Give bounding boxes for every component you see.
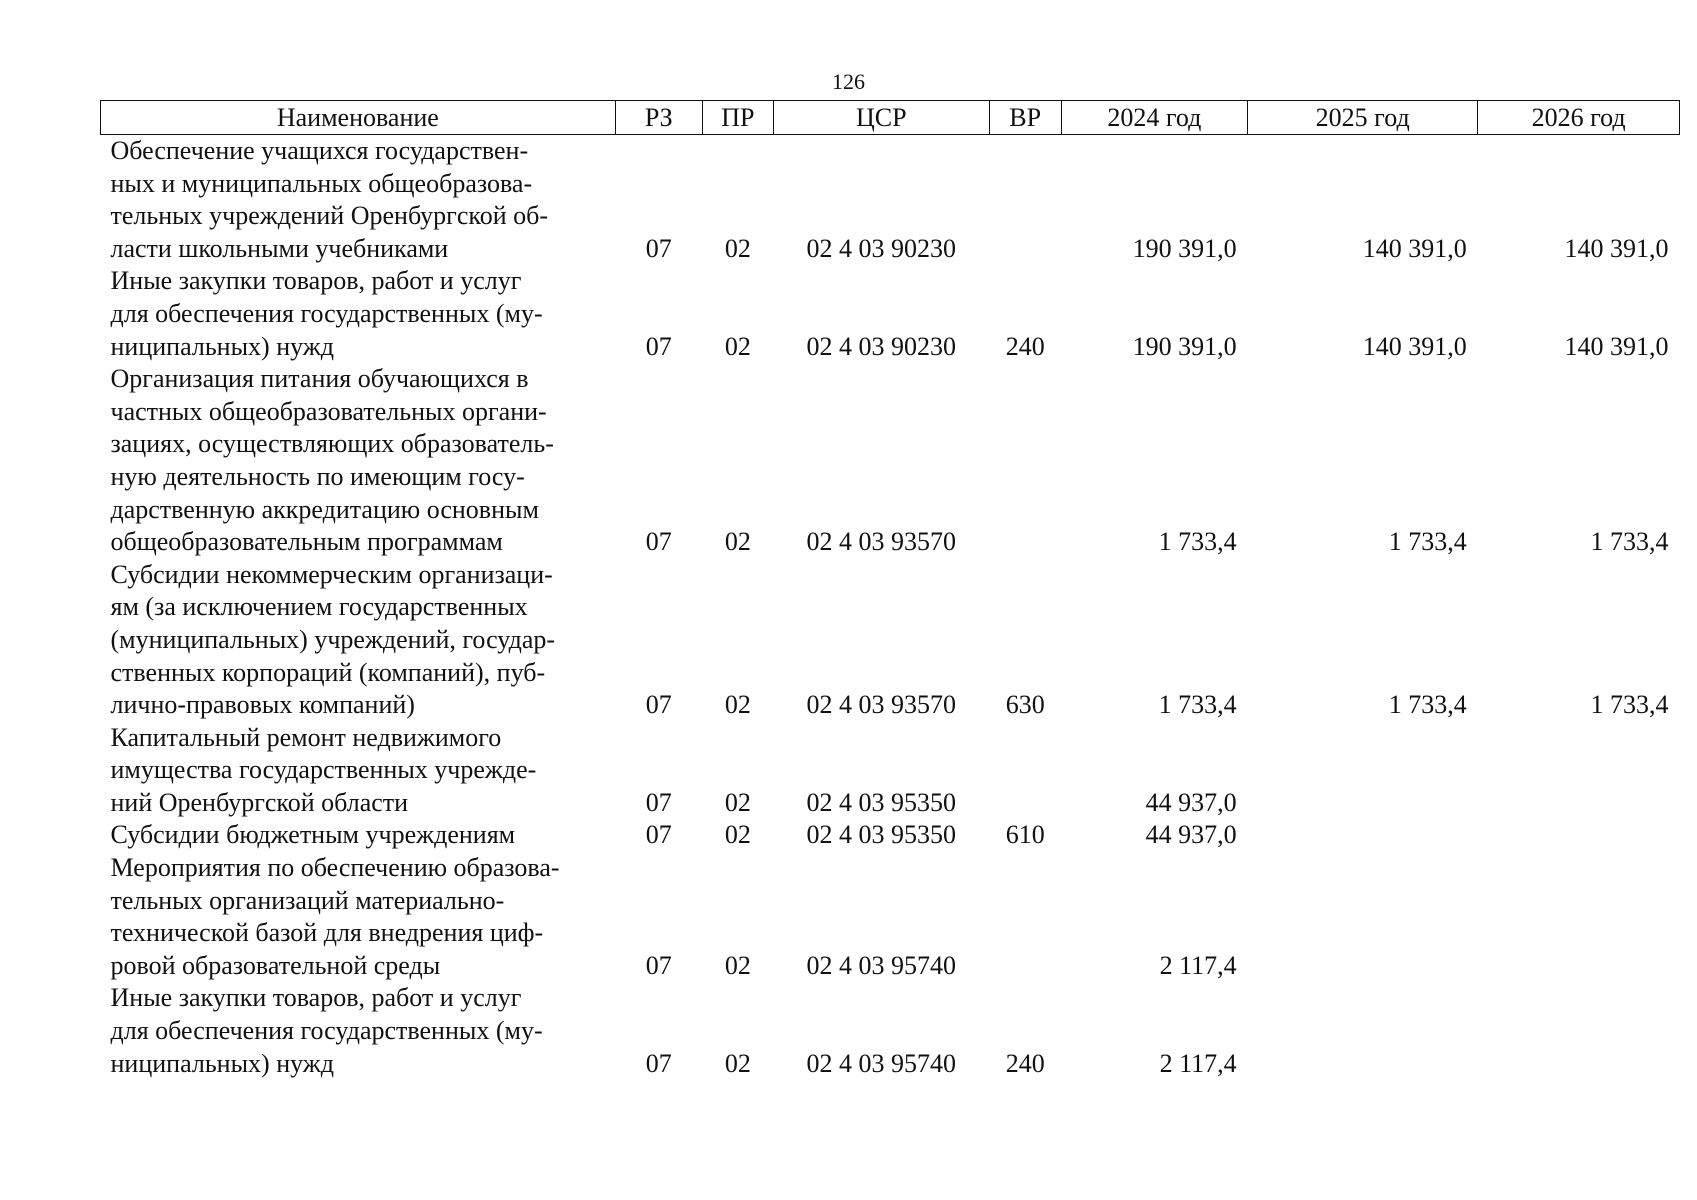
cell-csr: 02 4 03 93570 <box>806 527 956 557</box>
cell-pr: 02 <box>724 527 751 557</box>
row-name-line: Мероприятия по обеспечению образова- <box>110 853 560 883</box>
cell-rz: 07 <box>645 233 672 263</box>
row-name-line: технической базой для внедрения циф- <box>110 918 544 948</box>
cell-2024: 190 391,0 <box>1132 331 1237 361</box>
cell-2024: 1 733,4 <box>1158 690 1237 720</box>
cell-rz: 07 <box>645 820 672 850</box>
header-csr: ЦСР <box>773 101 989 135</box>
cell-vr <box>989 722 1061 820</box>
cell-2025: 1 733,4 <box>1388 527 1467 557</box>
cell-2025 <box>1248 982 1478 1080</box>
row-name-line: частных общеобразовательных органи- <box>110 396 547 426</box>
cell-2025: 140 391,0 <box>1362 331 1467 361</box>
cell-2025: 140 391,0 <box>1362 233 1467 263</box>
cell-2024: 2 117,4 <box>1159 1048 1237 1078</box>
cell-2025 <box>1248 722 1478 820</box>
row-name-line: общеобразовательным программам <box>110 527 503 557</box>
row-name-line: ласти школьными учебниками <box>110 233 449 263</box>
cell-rz: 07 <box>645 1048 672 1078</box>
header-vr: ВР <box>989 101 1061 135</box>
row-name-line: для обеспечения государственных (му- <box>110 1016 543 1046</box>
cell-rz: 07 <box>645 690 672 720</box>
row-name-line: для обеспечения государственных (му- <box>110 298 543 328</box>
row-name-line: ний Оренбургской области <box>110 787 409 817</box>
table-row <box>101 135 1680 266</box>
budget-table <box>100 100 1680 1080</box>
cell-csr: 02 4 03 95350 <box>806 787 956 817</box>
header-2024: 2024 год <box>1061 101 1247 135</box>
row-name <box>101 135 616 266</box>
row-name-line: ниципальных) нужд <box>110 331 334 361</box>
cell-pr: 02 <box>724 233 751 263</box>
cell-rz: 07 <box>645 787 672 817</box>
row-name-line: ровой образовательной среды <box>110 950 441 980</box>
row-name-line: (муниципальных) учреждений, государ- <box>110 624 556 654</box>
cell-csr: 02 4 03 90230 <box>806 331 956 361</box>
cell-rz: 07 <box>645 331 672 361</box>
table-row <box>101 982 1680 1080</box>
row-name-line: имущества государственных учрежде- <box>110 755 537 785</box>
row-name-line: Иные закупки товаров, работ и услуг <box>110 266 522 296</box>
cell-vr: 240 <box>1005 1048 1045 1078</box>
cell-2026: 1 733,4 <box>1590 690 1669 720</box>
row-name-line: Капитальный ремонт недвижимого <box>110 722 502 752</box>
cell-2025: 1 733,4 <box>1388 690 1467 720</box>
table-row <box>101 363 1680 559</box>
row-name-line: тельных организаций материально- <box>110 885 505 915</box>
header-pr: ПР <box>702 101 773 135</box>
cell-2026 <box>1478 982 1680 1080</box>
cell-2024: 190 391,0 <box>1132 233 1237 263</box>
table-row <box>101 819 1680 852</box>
row-name-line: ниципальных) нужд <box>110 1048 334 1078</box>
cell-pr: 02 <box>724 331 751 361</box>
cell-csr: 02 4 03 95740 <box>806 950 956 980</box>
row-name <box>101 559 616 722</box>
cell-csr: 02 4 03 93570 <box>806 690 956 720</box>
cell-vr: 610 <box>1005 820 1045 850</box>
cell-2026 <box>1478 819 1680 852</box>
cell-csr: 02 4 03 90230 <box>806 233 956 263</box>
row-name-line: Иные закупки товаров, работ и услуг <box>110 983 522 1013</box>
cell-2024: 2 117,4 <box>1159 950 1237 980</box>
cell-pr: 02 <box>724 787 751 817</box>
cell-csr: 02 4 03 95350 <box>806 820 956 850</box>
cell-2025 <box>1248 852 1478 982</box>
cell-csr: 02 4 03 95740 <box>806 1048 956 1078</box>
row-name <box>101 363 616 559</box>
cell-pr: 02 <box>724 1048 751 1078</box>
row-name-line: Организация питания обучающихся в <box>110 364 529 394</box>
row-name <box>101 982 616 1080</box>
row-name <box>101 819 616 852</box>
cell-2025 <box>1248 819 1478 852</box>
row-name-line: Субсидии некоммерческим организаци- <box>110 559 553 589</box>
header-rz: РЗ <box>615 101 702 135</box>
table-row <box>101 559 1680 722</box>
row-name-line: зациях, осуществляющих образователь- <box>110 429 554 459</box>
cell-vr <box>989 363 1061 559</box>
table-row <box>101 722 1680 820</box>
cell-vr <box>989 852 1061 982</box>
cell-pr: 02 <box>724 950 751 980</box>
table-row <box>101 852 1680 982</box>
row-name-line: Обеспечение учащихся государствен- <box>110 136 529 165</box>
cell-vr: 240 <box>1005 331 1045 361</box>
cell-2024: 44 937,0 <box>1145 787 1237 817</box>
cell-2026: 1 733,4 <box>1590 527 1669 557</box>
cell-vr: 630 <box>1005 690 1045 720</box>
table-body <box>101 135 1680 1081</box>
header-name: Наименование <box>101 101 616 135</box>
cell-vr <box>989 135 1061 266</box>
cell-rz: 07 <box>645 950 672 980</box>
cell-2024: 1 733,4 <box>1158 527 1237 557</box>
table-row <box>101 265 1680 363</box>
cell-2026 <box>1478 722 1680 820</box>
row-name-line: дарственную аккредитацию основным <box>110 494 539 524</box>
cell-pr: 02 <box>724 820 751 850</box>
row-name <box>101 852 616 982</box>
row-name-line: лично-правовых компаний) <box>110 690 415 720</box>
row-name-line: ную деятельность по имеющим госу- <box>110 461 525 491</box>
cell-2024: 44 937,0 <box>1145 820 1237 850</box>
cell-2026: 140 391,0 <box>1564 233 1669 263</box>
cell-2026 <box>1478 852 1680 982</box>
header-2026: 2026 год <box>1478 101 1680 135</box>
cell-2026: 140 391,0 <box>1564 331 1669 361</box>
row-name-line: ных и муниципальных общеобразова- <box>110 168 533 198</box>
row-name-line: ственных корпораций (компаний), пуб- <box>110 657 546 687</box>
cell-pr: 02 <box>724 690 751 720</box>
header-2025: 2025 год <box>1248 101 1478 135</box>
row-name-line: тельных учреждений Оренбургской об- <box>110 201 548 231</box>
page-number: 126 <box>832 69 865 94</box>
row-name <box>101 265 616 363</box>
row-name <box>101 722 616 820</box>
row-name-line: ям (за исключением государственных <box>110 592 528 622</box>
cell-rz: 07 <box>645 527 672 557</box>
row-name-line: Субсидии бюджетным учреждениям <box>110 820 516 850</box>
header-row <box>101 101 1680 135</box>
